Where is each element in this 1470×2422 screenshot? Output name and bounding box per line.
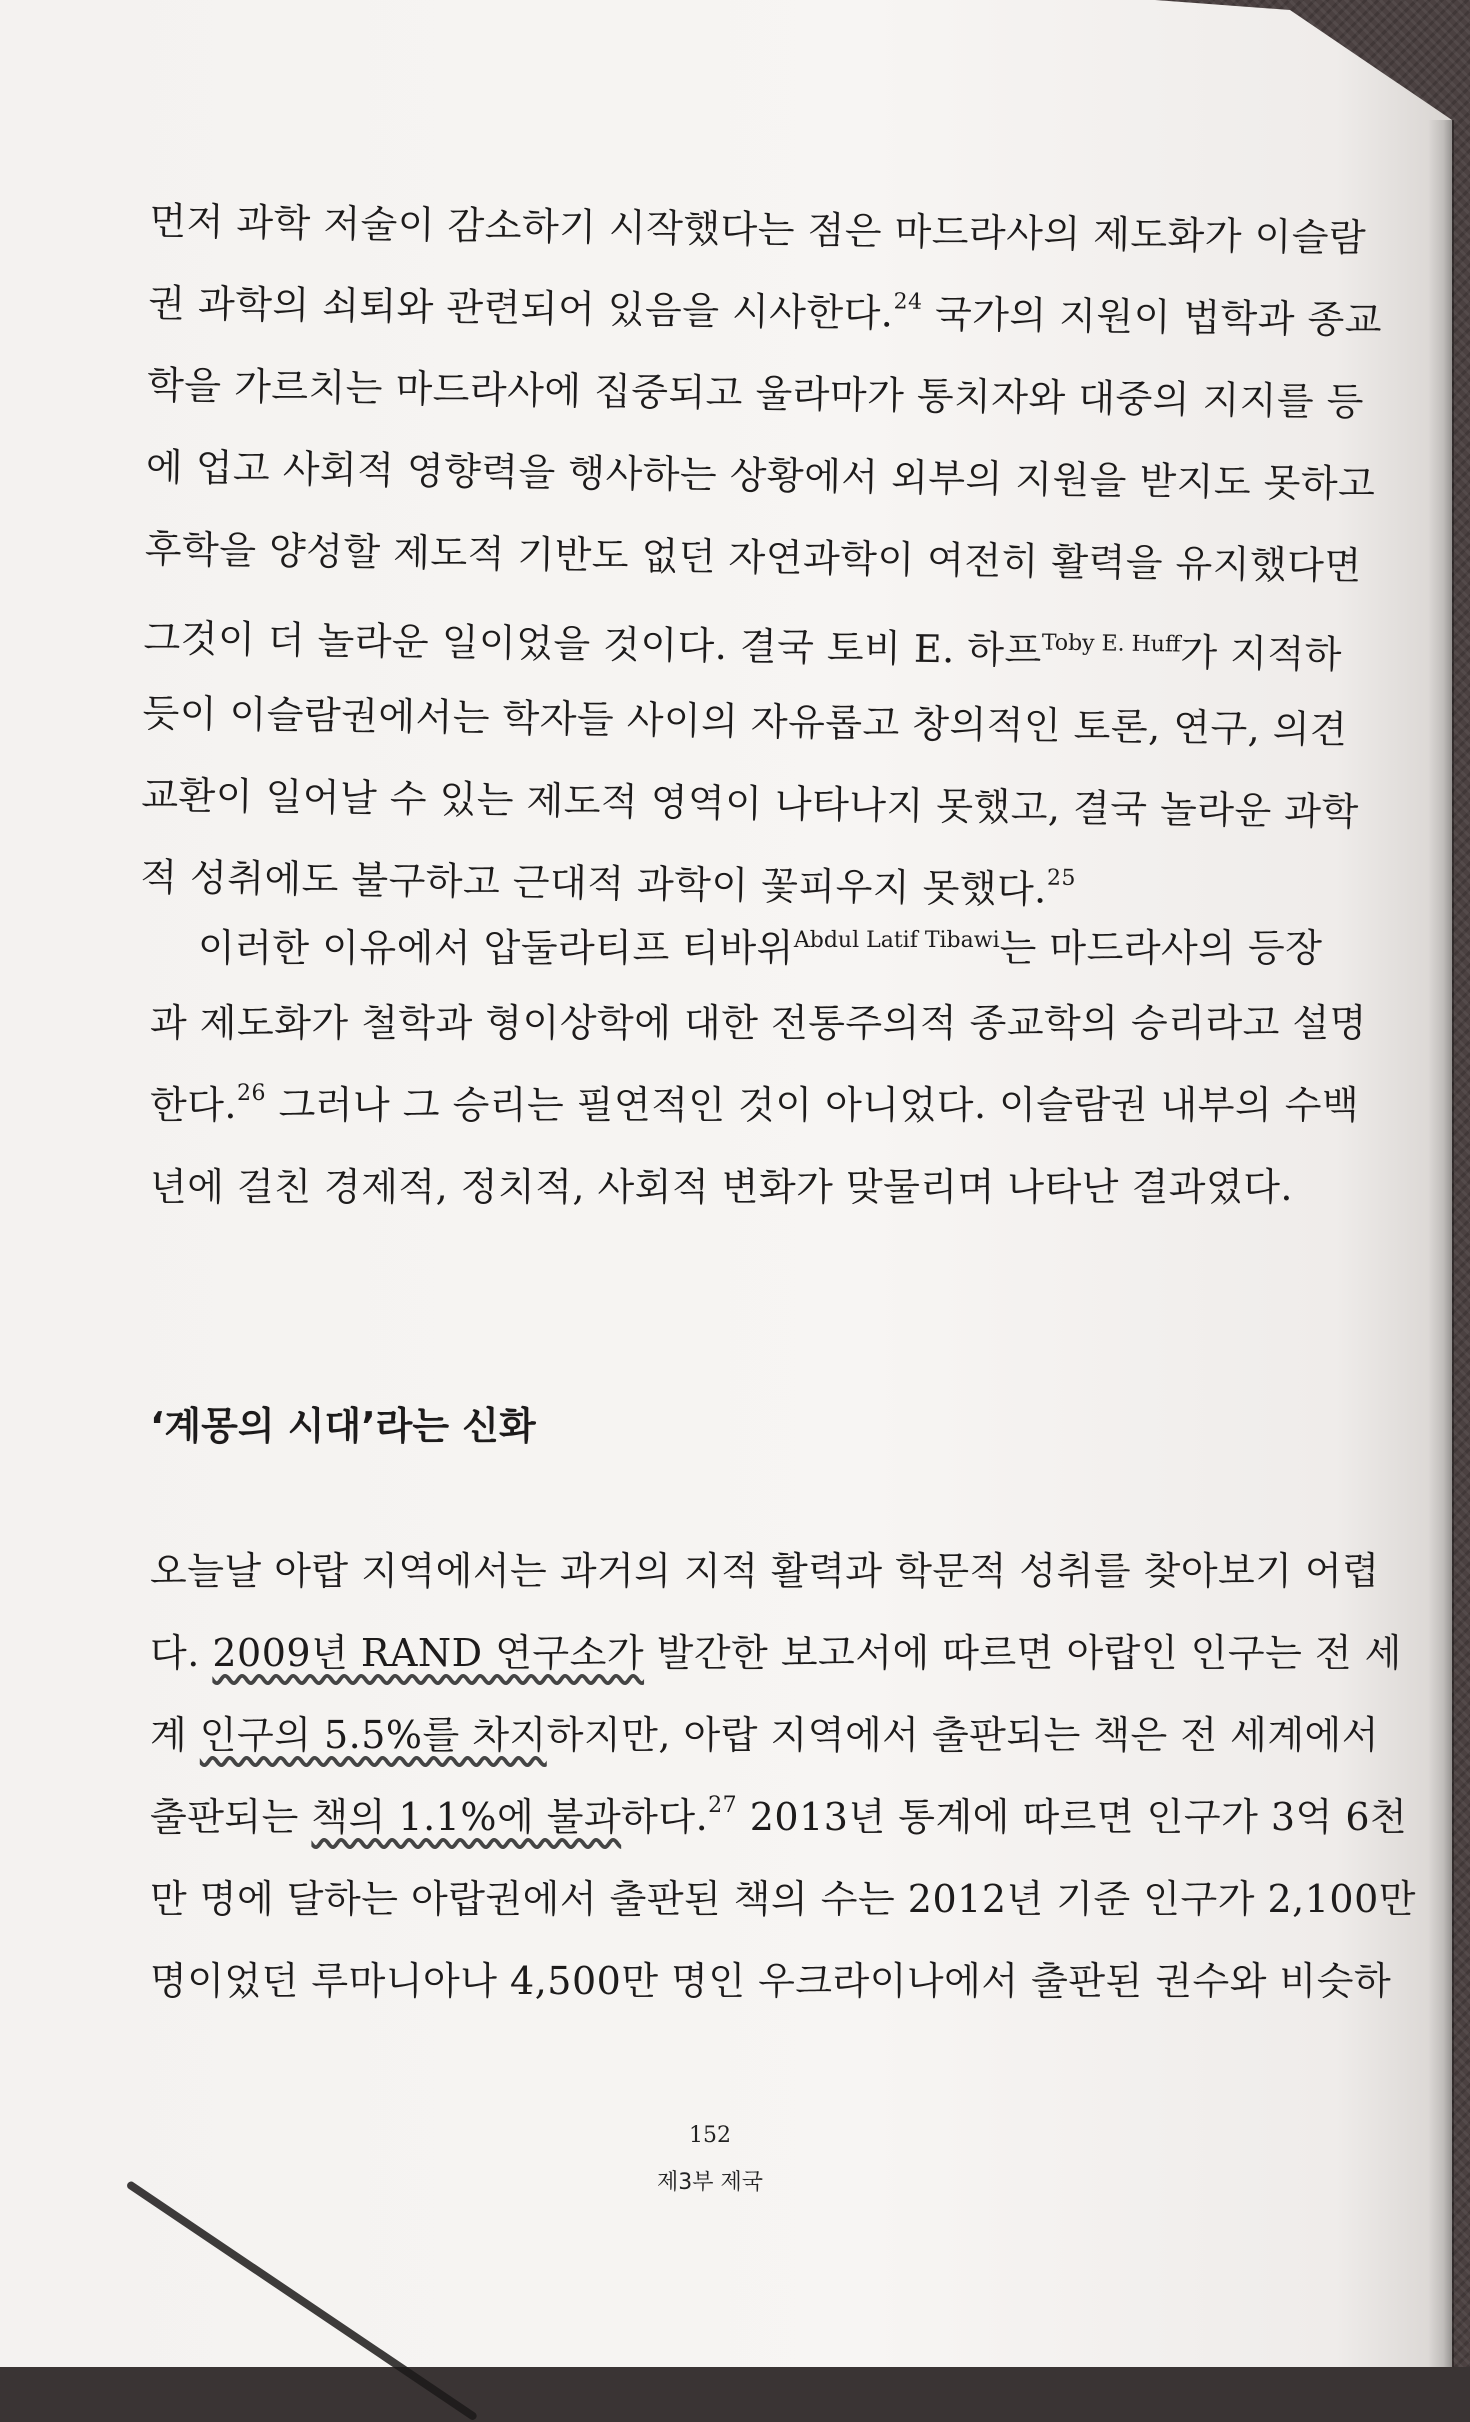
running-footer: 제3부 제국 (657, 2170, 763, 2195)
text-line: 에 업고 사회적 영향력을 행사하는 상황에서 외부의 지원을 받지도 못하고 (145, 444, 1376, 507)
text-line: 출판되는 책의 1.1%에 불과하다.$^{27}$ 2013년 통계에 따르면 인구가 3억 6천 (150, 1793, 1408, 1839)
paragraph-1 (139, 180, 1383, 934)
section-heading: ‘계몽의 시대’라는 신화 (150, 1404, 536, 1448)
pen-underline: 책의 1.1%에 불과 (311, 1795, 622, 1839)
text-line: 그것이 더 놀라운 일이었을 것이다. 결국 토비 E. 하프$^{Toby E. Huff}$가 지적하 (143, 615, 1343, 677)
text-line: 듯이 이슬람권에서는 학자들 사이의 자유롭고 창의적인 토론, 연구, 의견 (142, 690, 1348, 752)
text-line: 명이었던 루마니아나 4,500만 명인 우크라이나에서 출판된 권수와 비슷하 (150, 1959, 1392, 2003)
text-line: 후학을 양성할 제도적 기반도 없던 자연과학이 여전히 활력을 유지했다면 (144, 526, 1362, 588)
paragraph-3 (150, 1530, 1416, 2022)
text-line: 학을 가르치는 마드라사에 집중되고 울라마가 통치자와 대중의 지지를 등 (146, 362, 1365, 424)
text-line: 먼저 과학 저술이 감소하기 시작했다는 점은 마드라사의 제도화가 이슬람 (149, 198, 1367, 260)
footnote-ref: 26 (237, 1081, 266, 1106)
paragraph-2 (150, 900, 1367, 1228)
text-line: 만 명에 달하는 아랍권에서 출판된 책의 수는 2012년 기준 인구가 2,100만 (150, 1877, 1416, 1921)
footnote-ref: 24 (893, 289, 923, 315)
text-line: 한다.$^{26}$ 그러나 그 승리는 필연적인 것이 아니었다. 이슬람권 내부의 수백 (150, 1081, 1360, 1127)
text-line: 년에 걸친 경제적, 정치적, 사회적 변화가 맞물리며 나타난 결과였다. (150, 1165, 1293, 1209)
page-edge-shadow (1428, 120, 1454, 2367)
page-number: 152 (689, 2123, 731, 2148)
text-line: 교환이 일어날 수 있는 제도적 영역이 나타나지 못했고, 결국 놀라운 과학 (141, 772, 1360, 834)
footnote-ref: 25 (1046, 865, 1077, 891)
text-line: 적 성취에도 불구하고 근대적 과학이 꽃피우지 못했다.$^{25}$ (139, 854, 1077, 912)
text-line: 이러한 이유에서 압둘라티프 티바위$^{Abdul Latif Tibawi}$는 마드라사의 등장 (198, 926, 1323, 970)
footnote-ref: 27 (708, 1793, 738, 1818)
original-name: Abdul Latif Tibawi (793, 928, 1000, 953)
text-line: 과 제도화가 철학과 형이상학에 대한 전통주의적 종교학의 승리라고 설명 (150, 1001, 1367, 1045)
pen-underline: 인구의 5.5%를 차지 (199, 1713, 547, 1757)
text-line: 계 인구의 5.5%를 차지하지만, 아랍 지역에서 출판되는 책은 전 세계에서 (150, 1713, 1379, 1757)
text-line: 다. 2009년 RAND 연구소가 발간한 보고서에 따르면 아랍인 인구는 전 세 (150, 1631, 1402, 1675)
text-line: 오늘날 아랍 지역에서는 과거의 지적 활력과 학문적 성취를 찾아보기 어렵 (150, 1549, 1380, 1593)
pen-underline: 2009년 RAND 연구소가 (212, 1631, 645, 1675)
original-name: Toby E. Huff (1041, 630, 1181, 658)
text-line: 권 과학의 쇠퇴와 관련되어 있음을 시사한다.$^{24}$ 국가의 지원이 법학과 종교 (147, 280, 1383, 343)
